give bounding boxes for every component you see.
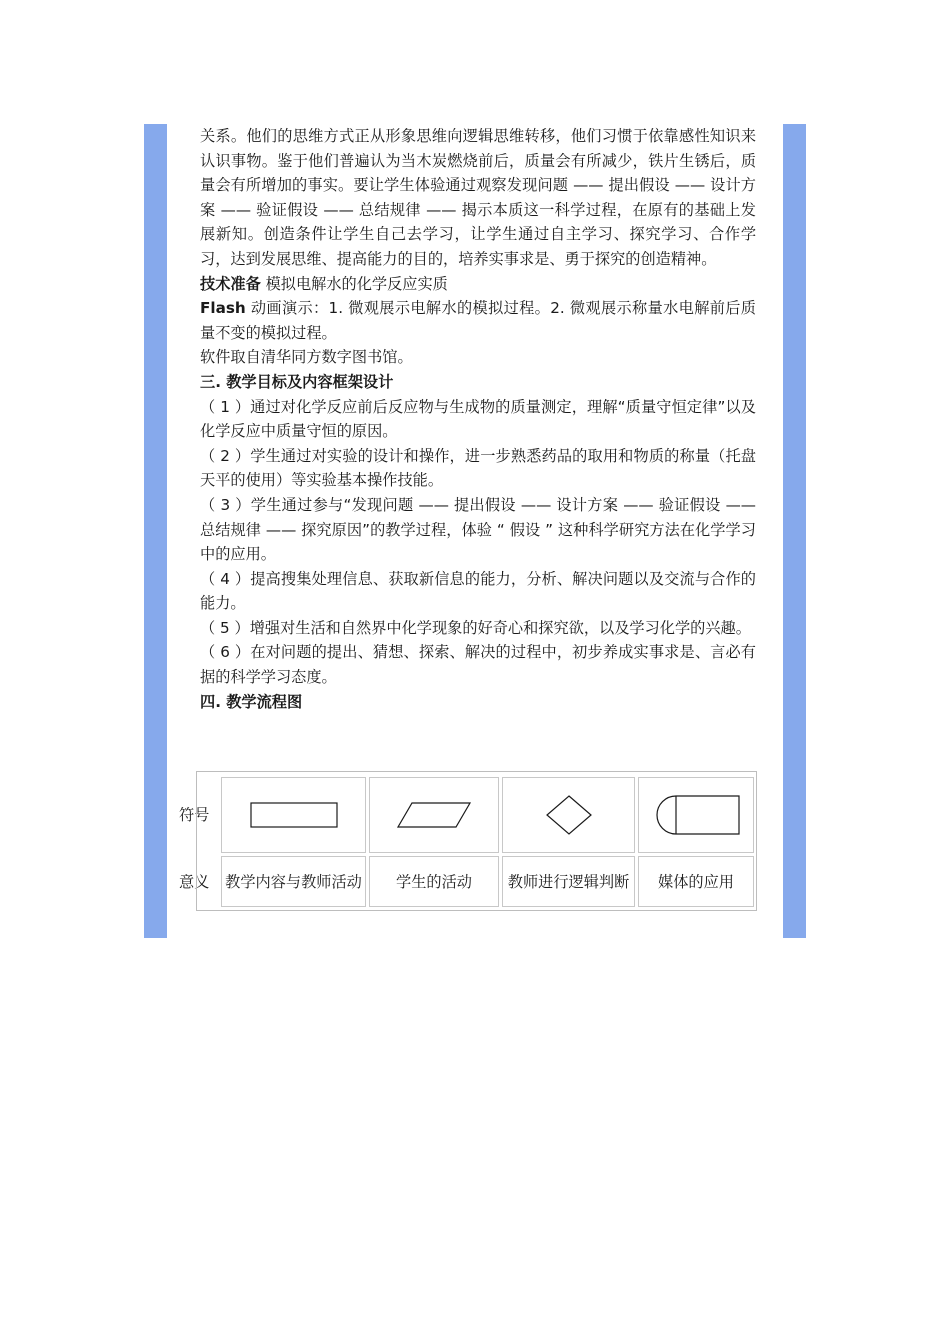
symbol-cell-4 xyxy=(638,777,754,853)
diamond-icon xyxy=(544,794,594,836)
objective-item-6: （ 6 ）在对问题的提出、猜想、探索、解决的过程中，初步养成实事求是、言必有据的科学学习态度。 xyxy=(200,643,756,687)
symbol-cell-1 xyxy=(221,777,366,853)
flash-text: 动画演示：1. 微观展示电解水的模拟过程。2. 微观展示称量水电解前后质量不变的模拟过程。 xyxy=(200,299,756,342)
section3-heading: 三. 教学目标及内容框架设计 xyxy=(200,372,394,391)
symbol-cell-3 xyxy=(502,777,635,853)
flash-paragraph xyxy=(200,296,756,345)
document-body xyxy=(200,124,756,714)
objective-item-5: （ 5 ）增强对生活和自然界中化学现象的好奇心和探究欲，以及学习化学的兴趣。 xyxy=(200,618,751,637)
objective-item-4: （ 4 ）提高搜集处理信息、获取新信息的能力，分析、解决问题以及交流与合作的能力。 xyxy=(200,569,756,613)
section4-heading: 四. 教学流程图 xyxy=(200,692,303,711)
right-margin-bar xyxy=(783,124,806,938)
meaning-cell-4: 媒体的应用 xyxy=(638,856,754,907)
parallelogram-icon xyxy=(395,800,473,830)
symbol-table-grid xyxy=(196,771,757,911)
row-label-meaning: 意义 xyxy=(179,873,210,891)
tech-prep-label: 技术准备 xyxy=(200,274,261,293)
row-label-symbol: 符号 xyxy=(179,806,210,824)
rectangle-icon xyxy=(248,800,340,830)
objective-item-2: （ 2 ）学生通过对实验的设计和操作，进一步熟悉药品的取用和物质的称量（托盘天平的使用）等实验基本操作技能。 xyxy=(200,446,756,490)
rounded-box-icon xyxy=(650,794,742,836)
objective-item-1: （ 1 ）通过对化学反应前后反应物与生成物的质量测定，理解“质量守恒定律”以及化学反应中质量守恒的原因。 xyxy=(200,397,756,441)
intro-paragraph: 关系。他们的思维方式正从形象思维向逻辑思维转移，他们习惯于依靠感性知识来认识事物。鉴于他们普遍认为当木炭燃烧前后，质量会有所减少，铁片生锈后，质量会有所增加的事实。要让学生体验通过观察发现问题 —— 提出假设 —— 设计方案 —— 验证假设 —— 总结规律 —— 揭示本质这一科学过程，在原有的基础上发展新知。创造条件让学生自己去学习，让学生通过自主学习、探究学习、合作学习，达到发展思维、提高能力的目的，培养实事求是、勇于探究的创造精神。 xyxy=(200,127,756,268)
tech-prep-text: 模拟电解水的化学反应实质 xyxy=(260,274,448,293)
flash-label: Flash xyxy=(200,299,246,318)
tech-prep-paragraph xyxy=(200,272,756,297)
meaning-cell-3: 教师进行逻辑判断 xyxy=(502,856,635,907)
meaning-cell-2: 学生的活动 xyxy=(369,856,499,907)
meaning-cell-1: 教学内容与教师活动 xyxy=(221,856,366,907)
objective-item-3: （ 3 ）学生通过参与“发现问题 —— 提出假设 —— 设计方案 —— 验证假设 —— 总结规律 —— 探究原因”的教学过程，体验 “ 假设 ” 这种科学研究方法在化学学习中的应用。 xyxy=(200,495,756,564)
symbol-table xyxy=(179,771,757,911)
symbol-cell-2 xyxy=(369,777,499,853)
left-margin-bar xyxy=(144,124,167,938)
software-paragraph: 软件取自清华同方数字图书馆。 xyxy=(200,348,413,367)
